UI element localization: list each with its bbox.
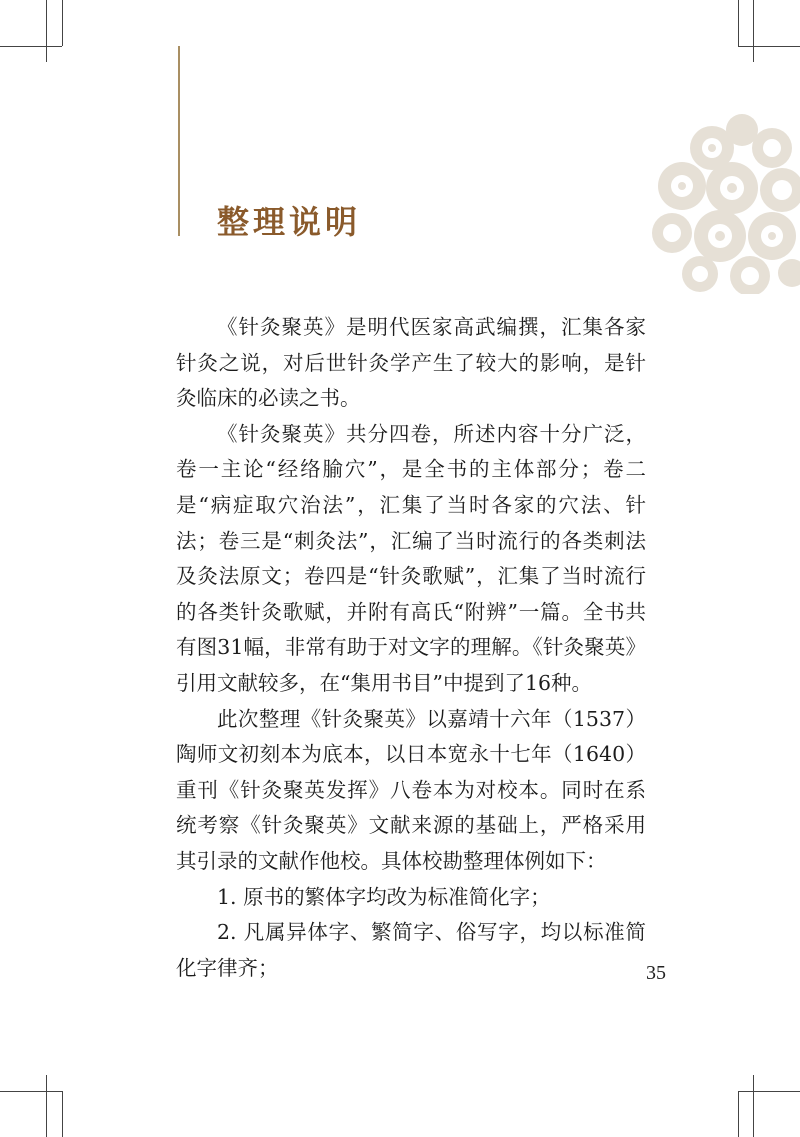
list-item: 1. 原书的繁体字均改为标准简化字； — [217, 884, 551, 909]
crop-mark-bottom-left-h — [0, 1091, 62, 1092]
body-text — [176, 310, 646, 986]
crop-mark-top-right-v — [738, 0, 739, 46]
crop-mark-bottom-right-v2 — [753, 1075, 754, 1137]
crop-mark-bottom-right-h — [738, 1091, 800, 1092]
crop-mark-top-left-h — [0, 46, 62, 47]
crop-mark-bottom-right-v — [738, 1091, 739, 1137]
page-title: 整理说明 — [217, 203, 362, 241]
paragraph: 《针灸聚英》是明代医家高武编撰，汇集各家针灸之说，对后世针灸学产生了较大的影响，是针灸临床的必读之书。 — [176, 315, 646, 411]
crop-mark-bottom-left-v — [62, 1091, 63, 1137]
crop-mark-top-right-v2 — [753, 0, 754, 62]
crop-mark-bottom-left-v2 — [46, 1075, 47, 1137]
crop-mark-top-left-v2 — [46, 0, 47, 62]
title-rule — [178, 46, 180, 236]
list-item: 2. 凡属异体字、繁简字、俗写字，均以标准简化字律齐； — [176, 920, 646, 980]
cloud-ornament-icon — [642, 108, 800, 294]
paragraph: 此次整理《针灸聚英》以嘉靖十六年（1537）陶师文初刻本为底本，以日本宽永十七年（1640）重刊《针灸聚英发挥》八卷本为对校本。同时在系统考察《针灸聚英》文献来源的基础上，严格采用其引录的文献作他校。具体校勘整理体例如下： — [176, 706, 646, 873]
crop-mark-top-right-h — [738, 46, 800, 47]
paragraph: 《针灸聚英》共分四卷，所述内容十分广泛，卷一主论“经络腧穴”，是全书的主体部分；卷二是“病症取穴治法”，汇集了当时各家的穴法、针法；卷三是“刺灸法”，汇编了当时流行的各类刺法及灸法原文；卷四是“针灸歌赋”，汇集了当时流行的各类针灸歌赋，并附有高氏“附辨”一篇。全书共有图31幅，非常有助于对文字的理解。《针灸聚英》引用文献较多，在“集用书目”中提到了16种。 — [176, 421, 646, 695]
page-number: 35 — [646, 962, 666, 984]
crop-mark-top-left-v — [62, 0, 63, 46]
